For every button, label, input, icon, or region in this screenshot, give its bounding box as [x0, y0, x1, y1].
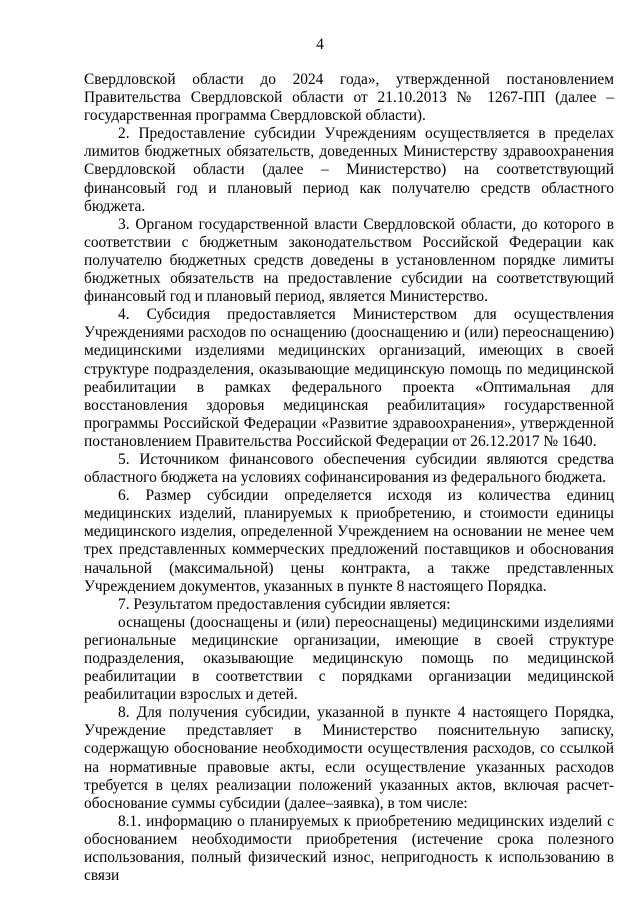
document-body	[84, 71, 614, 885]
paragraph-7-result: оснащены (дооснащены и (или) переоснащены) медицинскими изделиями региональные медицинские организации, имеющие в своей структуре подразделения, оказывающие медицинскую помощь по медицинской реабилитации в соответствии с порядками организации медицинской реабилитации взрослых и детей.	[84, 613, 614, 704]
paragraph-2: 2. Предоставление субсидии Учреждениям осуществляется в пределах лимитов бюджетных обязательств, доведенных Министерству здравоохранения Свердловской области (далее – Министерство) на соответствующий финансовый год и плановый период как получателю средств областного бюджета.	[84, 125, 614, 215]
paragraph-5: 5. Источником финансового обеспечения субсидии являются средства областного бюджета на условиях софинансирования из федерального бюджета.	[84, 450, 614, 487]
paragraph-continuation: Свердловской области до 2024 года», утвержденной постановлением Правительства Свердловской области от 21.10.2013 № 1267-ПП (далее – государственная программа Свердловской области).	[84, 71, 614, 125]
paragraph-6: 6. Размер субсидии определяется исходя из количества единиц медицинских изделий, планируемых к приобретению, и стоимости единицы медицинского изделия, определенной Учреждением на основании не менее чем трех представленных коммерческих предложений поставщиков и обоснования начальной (максимальной) цены контракта, а также представленных Учреждением документов, указанных в пункте 8 настоящего Порядка.	[84, 487, 614, 595]
paragraph-3: 3. Органом государственной власти Свердловской области, до которого в соответствии с бюджетным законодательством Российской Федерации как получателю бюджетных средств доведены в установленном порядке лимиты бюджетных обязательств на предоставление субсидии на соответствующий финансовый год и плановый период, является Министерство.	[84, 215, 614, 306]
paragraph-8-1: 8.1. информацию о планируемых к приобретению медицинских изделий с обоснованием необходимости приобретения (истечение срока полезного использования, полный физический износ, непригодность к использованию в связи	[84, 812, 614, 885]
paragraph-4: 4. Субсидия предоставляется Министерством для осуществления Учреждениями расходов по оснащению (дооснащению и (или) переоснащению) медицинскими изделиями медицинских организаций, имеющих в своей структуре подразделения, оказывающие медицинскую помощь по медицинской реабилитации в рамках федерального проекта «Оптимальная для восстановления здоровья медицинская реабилитация» государственной программы Российской Федерации «Развитие здравоохранения», утвержденной постановлением Правительства Российской Федерации от 26.12.2017 № 1640.	[84, 306, 614, 450]
paragraph-8: 8. Для получения субсидии, указанной в пункте 4 настоящего Порядка, Учреждение представляет в Министерство пояснительную записку, содержащую обоснование необходимости осуществления расходов, со ссылкой на нормативные правовые акты, если осуществление указанных расходов требуется в целях реализации положений указанных актов, включая расчет-обоснование суммы субсидии (далее–заявка), в том числе:	[84, 704, 614, 812]
paragraph-7: 7. Результатом предоставления субсидии является:	[118, 595, 451, 613]
page-number: 4	[316, 36, 324, 53]
